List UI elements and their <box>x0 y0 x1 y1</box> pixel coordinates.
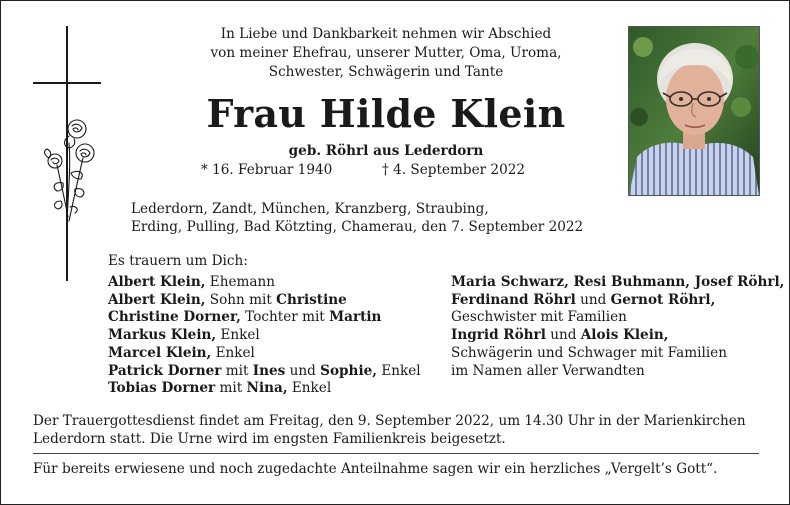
mourner-entry <box>108 309 421 327</box>
death-date: † 4. September 2022 <box>382 162 526 178</box>
mourner-name: Marcel Klein, <box>108 344 212 361</box>
mourner-name: Ferdinand Röhrl <box>451 291 576 308</box>
birth-name: geb. Röhrl aus Lederdorn <box>288 143 484 159</box>
mourners-right-column <box>451 274 784 380</box>
mourner-relation: Tochter mit <box>240 309 330 326</box>
mourner-name: Christine <box>276 291 347 308</box>
mourner-entry <box>108 380 421 398</box>
mourner-entry <box>108 274 421 292</box>
mourner-relation: Schwägerin und Schwager mit Familien <box>451 344 727 361</box>
intro-line: von meiner Ehefrau, unserer Mutter, Oma, Uroma, <box>210 45 562 61</box>
mourner-entry <box>451 363 784 381</box>
portrait-image <box>629 27 759 195</box>
cross-icon-bar <box>33 82 101 84</box>
intro-line: In Liebe und Dankbarkeit nehmen wir Abschied <box>220 26 552 42</box>
mourner-name: Albert Klein, <box>108 291 206 308</box>
mourner-entry <box>108 345 421 363</box>
intro-line: Schwester, Schwägerin und Tante <box>268 64 504 80</box>
intro-text <box>151 25 621 82</box>
mourner-name: Patrick Dorner <box>108 362 222 379</box>
deceased-name: Frau Hilde Klein <box>206 91 566 136</box>
mourner-relation: und <box>545 327 581 344</box>
birth-date: * 16. Februar 1940 <box>201 162 333 178</box>
mourner-relation: im Namen aller Verwandten <box>451 362 645 379</box>
mourner-relation: Ehemann <box>205 274 276 290</box>
divider-line <box>33 453 759 454</box>
mourner-name: Alois Klein, <box>580 327 669 344</box>
mourner-name: Markus Klein, <box>108 327 217 344</box>
mourner-entry <box>451 327 784 345</box>
mourner-entry <box>451 292 784 310</box>
mourners-heading: Es trauern um Dich: <box>108 253 248 269</box>
mourner-name: Maria Schwarz, Resi Buhmann, Josef Röhrl, <box>451 274 785 290</box>
service-line: Der Trauergottesdienst findet am Freitag, den 9. September 2022, um 14.30 Uhr in der Marienkirchen <box>33 413 746 429</box>
mourner-relation: und <box>285 362 321 379</box>
portrait-photo <box>628 26 760 196</box>
mourner-relation: Enkel <box>216 327 260 344</box>
mourner-entry <box>108 292 421 310</box>
places-date <box>131 200 631 236</box>
mourner-name: Ingrid Röhrl <box>451 327 546 344</box>
mourner-relation: und <box>575 291 611 308</box>
mourner-relation: Sohn mit <box>205 291 277 308</box>
mourner-entry <box>108 327 421 345</box>
thanks-text: Für bereits erwiesene und noch zugedachte Anteilnahme sagen wir ein herzliches „Vergelt’s Gott“. <box>33 461 718 477</box>
mourner-name: Christine Dorner, <box>108 309 241 326</box>
places-line: Lederdorn, Zandt, München, Kranzberg, Straubing, <box>131 201 489 217</box>
places-line: Erding, Pulling, Bad Kötzting, Chamerau, den 7. September 2022 <box>131 219 584 235</box>
mourner-name: Martin <box>329 309 382 326</box>
mourner-name: Albert Klein, <box>108 274 206 290</box>
mourner-name: Tobias Dorner <box>108 380 216 397</box>
mourner-relation: mit <box>221 362 253 379</box>
mourner-relation: mit <box>215 380 247 397</box>
mourner-entry <box>451 274 784 292</box>
mourner-relation: Enkel <box>377 362 421 379</box>
rose-branch-icon <box>41 113 101 225</box>
mourners-left-column <box>108 274 421 398</box>
mourner-relation: Enkel <box>211 344 255 361</box>
mourner-name: Ines <box>252 362 286 379</box>
mourner-entry <box>108 363 421 381</box>
service-line: Lederdorn statt. Die Urne wird im engsten Familienkreis beigesetzt. <box>33 431 506 447</box>
mourner-name: Gernot Röhrl, <box>610 291 716 308</box>
mourner-name: Nina, <box>246 380 288 397</box>
mourner-relation: Geschwister mit Familien <box>451 309 627 326</box>
service-notice <box>33 412 763 448</box>
mourner-relation: Enkel <box>287 380 332 397</box>
mourner-name: Sophie, <box>320 362 377 379</box>
mourner-entry <box>451 345 784 363</box>
mourner-entry <box>451 309 784 327</box>
